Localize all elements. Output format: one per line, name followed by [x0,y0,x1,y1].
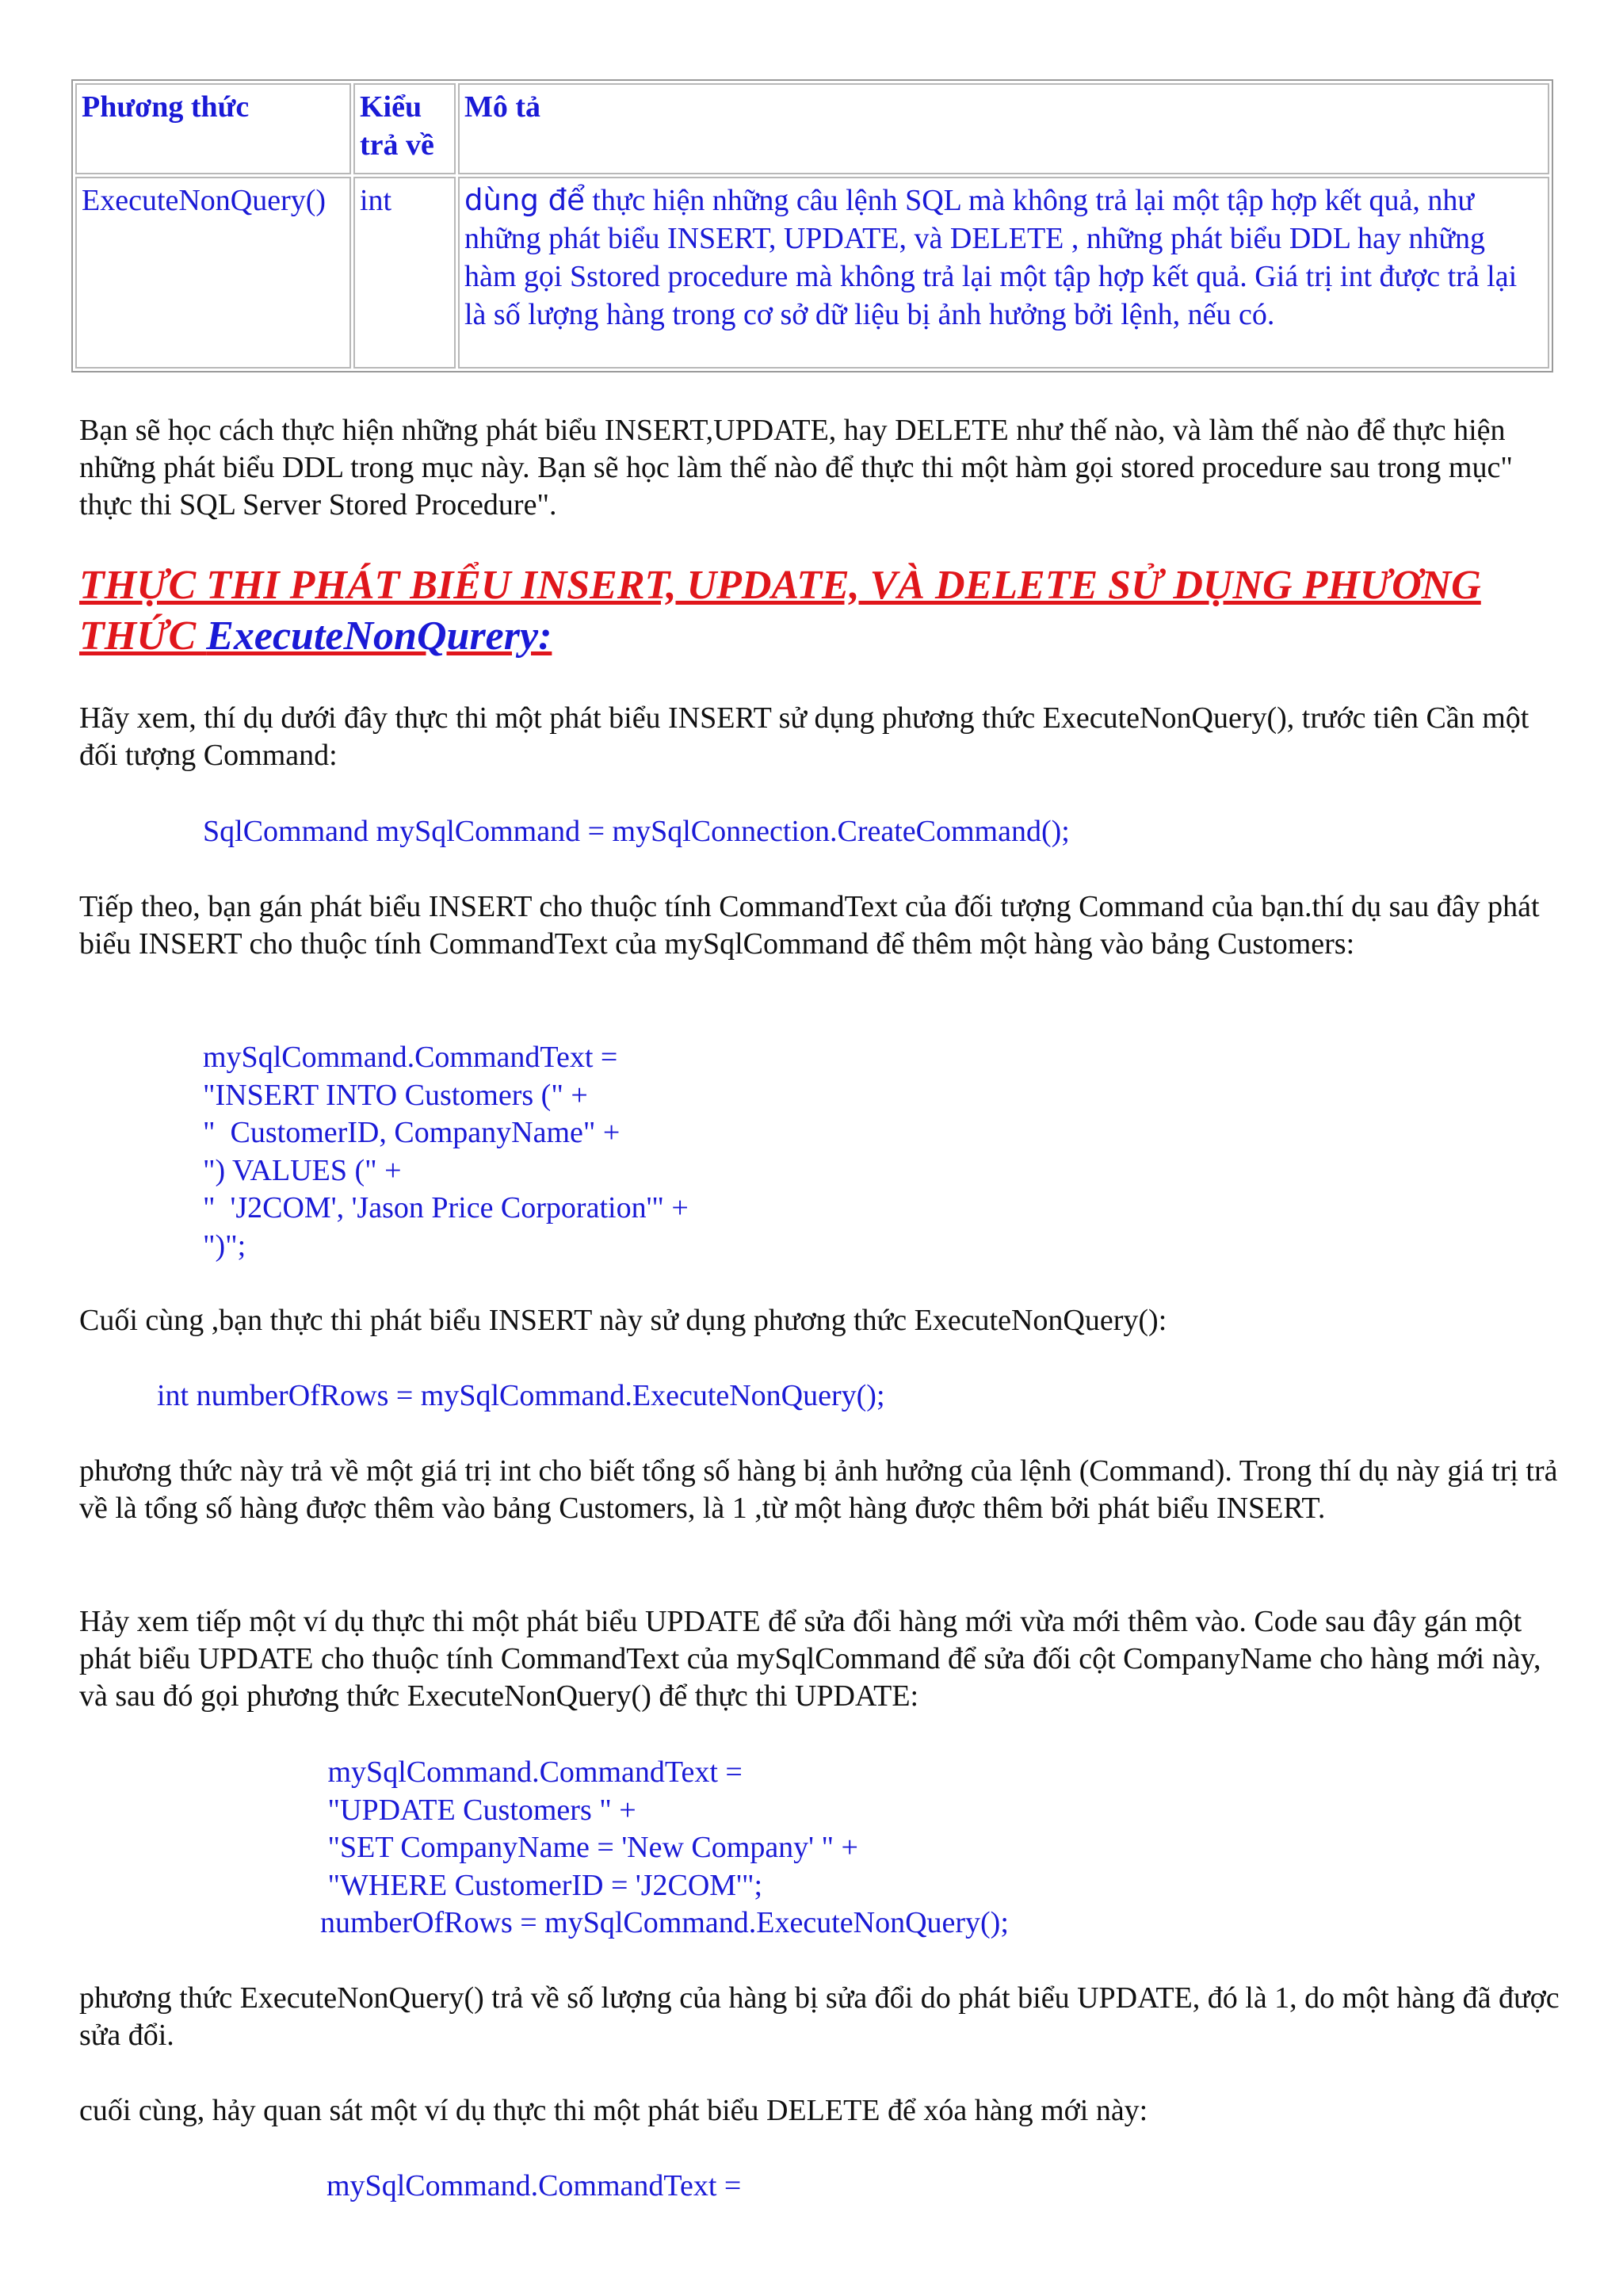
section-heading [79,560,1561,662]
code-delete-statement: mySqlCommand.CommandText = [327,2169,742,2202]
paragraph-update-intro: Hảy xem tiếp một ví dụ thực thi một phát biểu UPDATE để sửa đổi hàng mới vừa mới thêm vào. Code sau đây gán một phát biểu UPDATE cho thuộc tính CommandText của mySqlCommand để sửa đối cột CompanyName cho hàng mới này, và sau đó gọi phương thức ExecuteNonQuery() để thực thi UPDATE: [79,1605,1541,1713]
code-update-statement: mySqlCommand.CommandText = "UPDATE Customers " + "SET CompanyName = 'New Company' " + "WHERE CustomerID = 'J2COM'"; numberOfRows = mySqlCommand.ExecuteNonQuery(); [320,1755,1009,1939]
header-description: Mô tả [458,83,1549,174]
paragraph-delete-intro: cuối cùng, hảy quan sát một ví dụ thực thi một phát biểu DELETE để xóa hàng mới này: [79,2094,1148,2127]
paragraph-assign-insert: Tiếp theo, bạn gán phát biểu INSERT cho thuộc tính CommandText của đối tượng Command của bạn.thí dụ sau đây phát biểu INSERT cho thuộc tính CommandText của mySqlCommand để thêm một hàng vào bảng Customers: [79,890,1540,961]
code-create-command: SqlCommand mySqlCommand = mySqlConnection.CreateCommand(); [203,815,1070,848]
description-text: thực hiện những câu lệnh SQL mà không trả lại một tập hợp kết quả, như những phát biểu INSERT, UPDATE, và DELETE , những phát biểu DDL hay những hàm gọi Sstored procedure mà không trả lại một tập hợp kết quả. Giá trị int được trả lại là số lượng hàng trong cơ sở dữ liệu bị ảnh hưởng bởi lệnh, nếu có. [464,184,1518,331]
paragraph-intro-insert: Hãy xem, thí dụ dưới đây thực thi một phát biểu INSERT sử dụng phương thức ExecuteNonQuery(), trước tiên Cần một đối tượng Command: [79,701,1529,772]
description-lead: dùng để [464,183,585,217]
intro-paragraph: Bạn sẽ học cách thực hiện những phát biểu INSERT,UPDATE, hay DELETE như thế nào, và làm thế nào để thực hiện những phát biểu DDL trong mục này. Bạn sẽ học làm thế nào để thực thi một hàm gọi stored procedure sau trong mục" thực thi SQL Server Stored Procedure". [79,414,1513,521]
header-return-type: Kiểu trả về [353,83,456,174]
paragraph-update-result: phương thức ExecuteNonQuery() trả về số lượng của hàng bị sửa đổi do phát biểu UPDATE, đó là 1, do một hàng đã được sửa đổi. [79,1981,1560,2052]
table-row [75,177,1549,369]
heading-red-text: THỰC THI PHÁT BIỂU INSERT, UPDATE, VÀ DELETE SỬ DỤNG PHƯƠNG THỨC [79,563,1481,659]
header-method: Phương thức [75,83,351,174]
cell-method: ExecuteNonQuery() [75,177,351,369]
methods-table [71,79,1553,372]
table-header-row [75,83,1549,174]
cell-return-type: int [353,177,456,369]
heading-blue-text: ExecuteNonQurery: [206,613,552,659]
paragraph-execute-insert: Cuối cùng ,bạn thực thi phát biểu INSERT này sử dụng phương thức ExecuteNonQuery(): [79,1304,1167,1337]
paragraph-return-value: phương thức này trả về một giá trị int cho biết tổng số hàng bị ảnh hưởng của lệnh (Command). Trong thí dụ này giá trị trả về là tổng số hàng được thêm vào bảng Customers, là 1 ,từ một hàng được thêm bởi phát biểu INSERT. [79,1454,1558,1525]
code-insert-statement: mySqlCommand.CommandText = "INSERT INTO Customers (" + " CustomerID, CompanyName" + ") VALUES (" + " 'J2COM', 'Jason Price Corporation'" + ")"; [203,1041,689,1263]
cell-description [458,177,1549,369]
code-execute-nonquery: int numberOfRows = mySqlCommand.ExecuteNonQuery(); [157,1379,885,1412]
